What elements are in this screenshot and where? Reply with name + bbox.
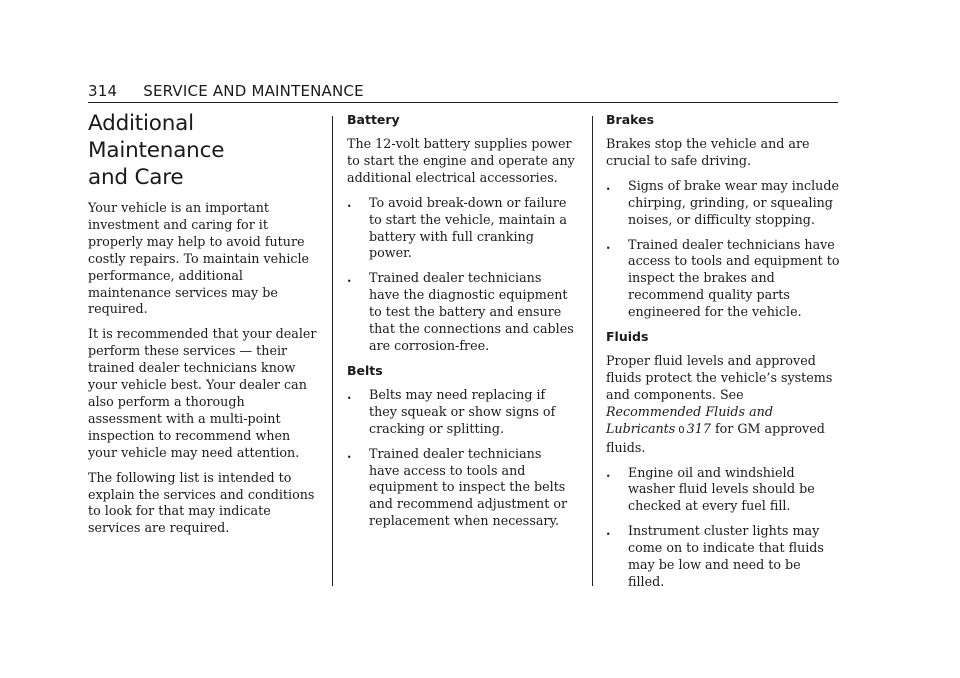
list-item-text: Instrument cluster lights may come on to indicate that fluids may be low and need to be filled. bbox=[628, 523, 824, 589]
list-item-text: Belts may need replacing if they squeak or show signs of cracking or splitting. bbox=[369, 386, 556, 436]
intro-paragraph-1: Your vehicle is an important investment and caring for it properly may help to avoid future costly repairs. To maintain vehicle performance, additional maintenance services may be required. bbox=[88, 200, 310, 317]
page-title-line-2: and Care bbox=[88, 165, 184, 190]
page-title-line-1: Additional Maintenance bbox=[88, 111, 225, 163]
bullet-icon: . bbox=[606, 464, 611, 480]
list-item-text: Trained dealer technicians have access to tools and equipment to inspect the belts and recommend adjustment or replacement when necessary. bbox=[369, 445, 568, 529]
bullet-icon: . bbox=[347, 194, 352, 210]
bullet-icon: . bbox=[606, 177, 611, 193]
brakes-list bbox=[606, 178, 840, 321]
battery-intro: The 12-volt battery supplies power to start the engine and operate any additional electrical accessories. bbox=[347, 136, 575, 185]
fluids-heading: Fluids bbox=[606, 329, 649, 345]
bullet-icon: . bbox=[606, 236, 611, 252]
list-item bbox=[606, 178, 840, 229]
intro-paragraph-2: It is recommended that your dealer perform these services — their trained dealer technicians know your vehicle best. Your dealer can also perform a thorough assessment with a multi-point inspection to recommend when your vehicle may need attention. bbox=[88, 326, 317, 460]
brakes-intro: Brakes stop the vehicle and are crucial to safe driving. bbox=[606, 136, 810, 168]
fluids-list bbox=[606, 465, 840, 591]
battery-heading: Battery bbox=[347, 112, 400, 127]
column-divider-1 bbox=[332, 116, 333, 586]
list-item bbox=[347, 446, 575, 531]
column-3 bbox=[606, 110, 840, 599]
list-item bbox=[606, 465, 840, 516]
column-1 bbox=[88, 110, 322, 545]
list-item-text: Trained dealer technicians have the diagnostic equipment to test the battery and ensure that the connections and cables are corrosion-free. bbox=[369, 270, 574, 353]
list-item bbox=[606, 237, 840, 322]
fluids-intro-end: for GM approved fluids. bbox=[606, 420, 825, 455]
cross-reference-link[interactable]: Recommended Fluids and Lubricants bbox=[606, 403, 773, 436]
bullet-icon: . bbox=[347, 386, 352, 402]
running-header bbox=[88, 82, 364, 100]
battery-list bbox=[347, 195, 575, 355]
list-item bbox=[347, 270, 575, 355]
belts-heading: Belts bbox=[347, 362, 383, 378]
page-title bbox=[88, 110, 322, 191]
brakes-heading: Brakes bbox=[606, 112, 655, 127]
list-item bbox=[606, 523, 840, 591]
section-title: SERVICE AND MAINTENANCE bbox=[143, 82, 364, 100]
list-item-text: Signs of brake wear may include chirping, grinding, or squealing noises, or difficulty stopping. bbox=[628, 177, 839, 227]
list-item-text: To avoid break-down or failure to start the vehicle, maintain a battery with full cranking power. bbox=[369, 194, 567, 261]
fluids-intro bbox=[606, 353, 840, 456]
bullet-icon: . bbox=[347, 270, 352, 286]
page-number: 314 bbox=[88, 82, 118, 100]
page-reference-icon: 0 bbox=[678, 424, 685, 436]
bullet-icon: . bbox=[606, 523, 611, 539]
belts-list bbox=[347, 387, 575, 530]
cross-reference-page[interactable]: 317 bbox=[686, 420, 711, 436]
list-item bbox=[347, 195, 575, 263]
intro-paragraph-3: The following list is intended to explain the services and conditions to look for that may indicate services are required. bbox=[88, 469, 315, 536]
list-item-text: Trained dealer technicians have access to tools and equipment to inspect the brakes and recommend quality parts engineered for the vehicle. bbox=[628, 236, 840, 320]
list-item bbox=[347, 387, 575, 438]
column-2 bbox=[347, 110, 575, 538]
fluids-intro-start: Proper fluid levels and approved fluids protect the vehicle’s systems and components. See bbox=[606, 353, 833, 402]
list-item-text: Engine oil and windshield washer fluid levels should be checked at every fuel fill. bbox=[628, 464, 815, 514]
column-divider-2 bbox=[592, 116, 593, 586]
header-rule bbox=[88, 102, 838, 103]
bullet-icon: . bbox=[347, 445, 352, 461]
